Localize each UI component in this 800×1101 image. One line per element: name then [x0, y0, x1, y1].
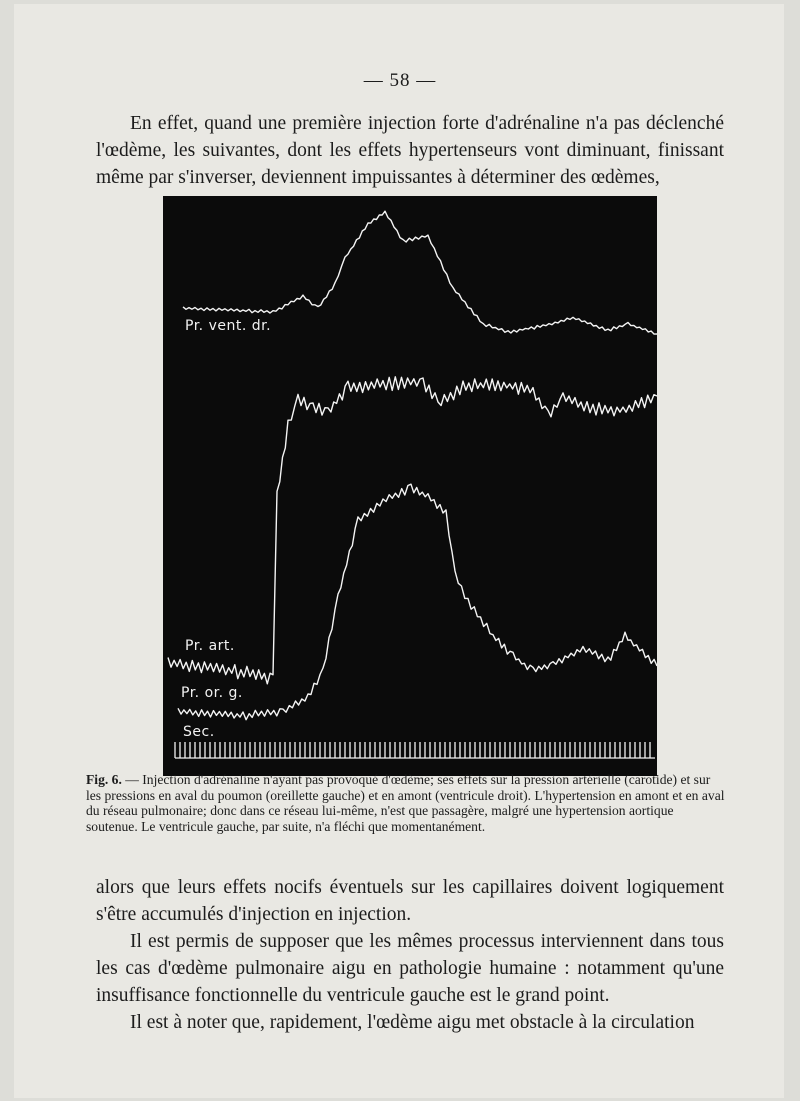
trace-seconds-marker [175, 742, 655, 758]
paragraph-continuation: alors que leurs effets nocifs éventuels sur les capillaires doivent logiquement s'être accumulés d'injection en injection. [96, 877, 724, 925]
intro-paragraph: En effet, quand une première injection forte d'adrénaline n'a pas déclenché l'œdème, les suivantes, dont les effets hypertenseurs vont diminuant, finissant même par s'inverser, deviennent impuissantes à déterminer des œdèmes, [96, 113, 724, 188]
paragraph-hypothesis: Il est permis de supposer que les mêmes processus interviennent dans tous les cas d'œdème pulmonaire aigu en pathologie humaine : notamment qu'une insuffisance fonctionnelle du ventricule gauche est le grand point. [96, 931, 724, 1006]
trace-atrial-pressure [178, 484, 657, 720]
paragraph-note: Il est à noter que, rapidement, l'œdème aigu met obstacle à la circulation [130, 1012, 695, 1033]
caption-figure-number: Fig. 6. [86, 772, 122, 787]
body-text [96, 874, 724, 1036]
figure-caption [86, 772, 726, 834]
caption-text: — Injection d'adrénaline n'ayant pas provoqué d'œdème; ses effets sur la pression artérielle (carotide) et sur les pressions en aval du poumon (oreillette gauche) et en amont (ventricule droit). L'hypertension en amont et en aval du réseau pulmonaire; donc dans ce réseau lui-même, n'est que passagère, malgré une hypertension aortique soutenue. Le ventricule gauche, par suite, n'a fléchi que momentanément. [86, 772, 725, 834]
label-artery: Pr. art. [185, 638, 235, 654]
label-seconds: Sec. [183, 724, 215, 740]
trace-arterial-pressure [168, 377, 657, 684]
page-number: — 58 — [363, 70, 437, 91]
label-ventricle: Pr. vent. dr. [185, 318, 272, 334]
kymograph-figure [163, 196, 657, 776]
label-atrium: Pr. or. g. [181, 685, 243, 701]
trace-ventricle-pressure [183, 211, 657, 334]
